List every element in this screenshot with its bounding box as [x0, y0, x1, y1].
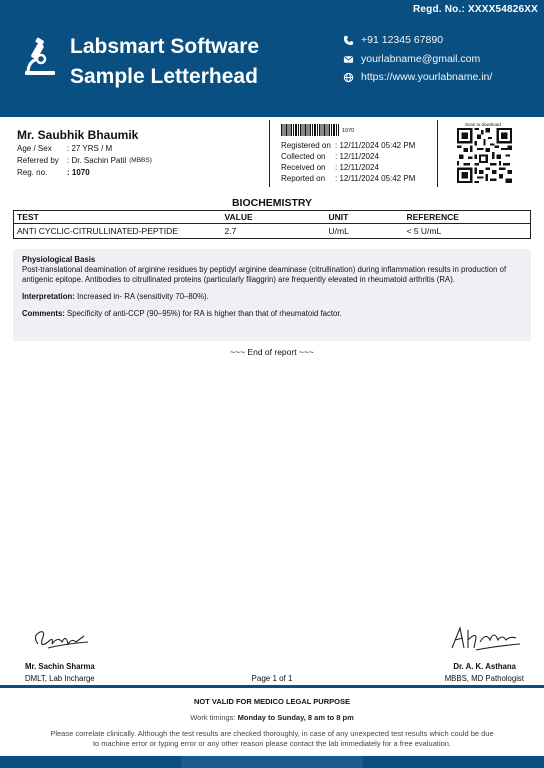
- table-header-row: [14, 211, 531, 224]
- scan-to-download-label: Scan to download: [465, 122, 501, 127]
- age-sex-value: : 27 YRS / M: [67, 144, 113, 153]
- interpretation: [22, 292, 522, 302]
- signature-right-image: [446, 622, 522, 654]
- footer-bar-accent: [181, 756, 363, 768]
- referred-by-row: [17, 156, 152, 165]
- signature-left-image: [28, 622, 92, 654]
- referred-by-suffix: (MBBS): [129, 157, 152, 164]
- barcode-icon: [281, 124, 339, 136]
- registered-row: [281, 141, 415, 150]
- results-table: [13, 210, 531, 239]
- divider: [437, 120, 438, 187]
- value-cell: 2.7: [222, 224, 326, 239]
- patient-name: Mr. Saubhik Bhaumik: [17, 128, 139, 142]
- reported-label: Reported on: [281, 174, 326, 183]
- physiological-basis-box: [13, 249, 531, 341]
- envelope-icon: [343, 54, 354, 65]
- column-header: VALUE: [222, 211, 326, 224]
- collected-value: : 12/11/2024: [335, 152, 379, 161]
- reference-cell: < 5 U/mL: [404, 224, 531, 239]
- email-address: yourlabname@gmail.com: [361, 53, 481, 65]
- basis-title: Physiological Basis: [22, 255, 96, 264]
- unit-cell: U/mL: [326, 224, 404, 239]
- registered-label: Registered on: [281, 141, 331, 150]
- signatory-right-name: Dr. A. K. Asthana: [453, 662, 516, 671]
- column-header: REFERENCE: [404, 211, 531, 224]
- comments-label: Comments:: [22, 309, 65, 318]
- signatory-left-name: Mr. Sachin Sharma: [25, 662, 95, 671]
- interpretation-label: Interpretation:: [22, 292, 75, 301]
- received-value: : 12/11/2024: [335, 163, 379, 172]
- globe-icon: [343, 72, 354, 83]
- phone-number: +91 12345 67890: [361, 34, 444, 46]
- page-number: Page 1 of 1: [251, 674, 293, 683]
- table-row: [14, 224, 531, 239]
- referred-by-label: Referred by: [17, 156, 59, 165]
- comments: [22, 309, 522, 319]
- disclaimer-text: Please correlate clinically. Although the test results are checked thoroughly, in case of any unexpected test results which could be due to machine error or typing error or any other reason please contact the lab immediately for a free evaluation.: [50, 729, 494, 748]
- reg-no-label: Reg. no.: [17, 168, 48, 177]
- age-sex-row: [17, 144, 112, 153]
- reg-no-value: : 1070: [67, 168, 90, 177]
- received-row: [281, 163, 379, 172]
- received-label: Received on: [281, 163, 326, 172]
- comments-text: Specificity of anti-CCP (90–95%) for RA is higher than that of rheumatoid factor.: [64, 309, 342, 318]
- column-header: UNIT: [326, 211, 404, 224]
- contact-website: [343, 71, 492, 83]
- contact-phone: [343, 34, 443, 46]
- timings-label: Work timings:: [190, 713, 238, 722]
- interpretation-text: Increased in- RA (sensitivity 70–80%).: [74, 292, 209, 301]
- microscope-icon: [22, 37, 58, 77]
- reported-value: : 12/11/2024 05:42 PM: [335, 174, 416, 183]
- collected-label: Collected on: [281, 152, 326, 161]
- regd-number: Regd. No.: XXXX54826XX: [412, 4, 538, 15]
- divider: [269, 120, 270, 187]
- footer-divider: [0, 685, 544, 688]
- contact-email: [343, 53, 480, 65]
- not-valid-notice: NOT VALID FOR MEDICO LEGAL PURPOSE: [194, 697, 350, 706]
- barcode-number: 1070: [342, 128, 355, 134]
- work-timings: [0, 713, 544, 722]
- phone-icon: [343, 35, 354, 46]
- signatory-right-title: MBBS, MD Pathologist: [444, 674, 524, 683]
- age-sex-label: Age / Sex: [17, 144, 52, 153]
- column-header: TEST: [14, 211, 222, 224]
- collected-row: [281, 152, 379, 161]
- letterhead-header: [0, 0, 544, 117]
- registered-value: : 12/11/2024 05:42 PM: [335, 141, 416, 150]
- brand-line-1: Labsmart Software: [70, 35, 260, 58]
- test-name-cell: ANTI CYCLIC-CITRULLINATED-PEPTIDE: [14, 224, 222, 239]
- signatory-left-title: DMLT, Lab Incharge: [25, 674, 95, 683]
- timings-value: Monday to Sunday, 8 am to 8 pm: [237, 713, 354, 722]
- end-of-report: ~~~ End of report ~~~: [230, 347, 314, 357]
- section-title: BIOCHEMISTRY: [231, 197, 313, 209]
- brand-line-2: Sample Letterhead: [70, 65, 258, 88]
- referred-by-value: : Dr. Sachin Patil: [67, 156, 127, 165]
- basis-text: Post-translational deamination of arginine residues by peptidyl arginine deaminase (citrullination) during inflammation results in production of antigenic epitope. Antibodies to citrullinated proteins (particularly filaggrin) are frequently elevated in rheumatoid arthritis (RA).: [22, 265, 507, 284]
- lab-brand-name: [70, 32, 259, 92]
- reported-row: [281, 174, 415, 183]
- reg-no-row: [17, 168, 90, 177]
- website-url: https://www.yourlabname.in/: [361, 71, 493, 83]
- patient-info-block: [0, 117, 544, 195]
- qr-code-icon[interactable]: [457, 128, 512, 183]
